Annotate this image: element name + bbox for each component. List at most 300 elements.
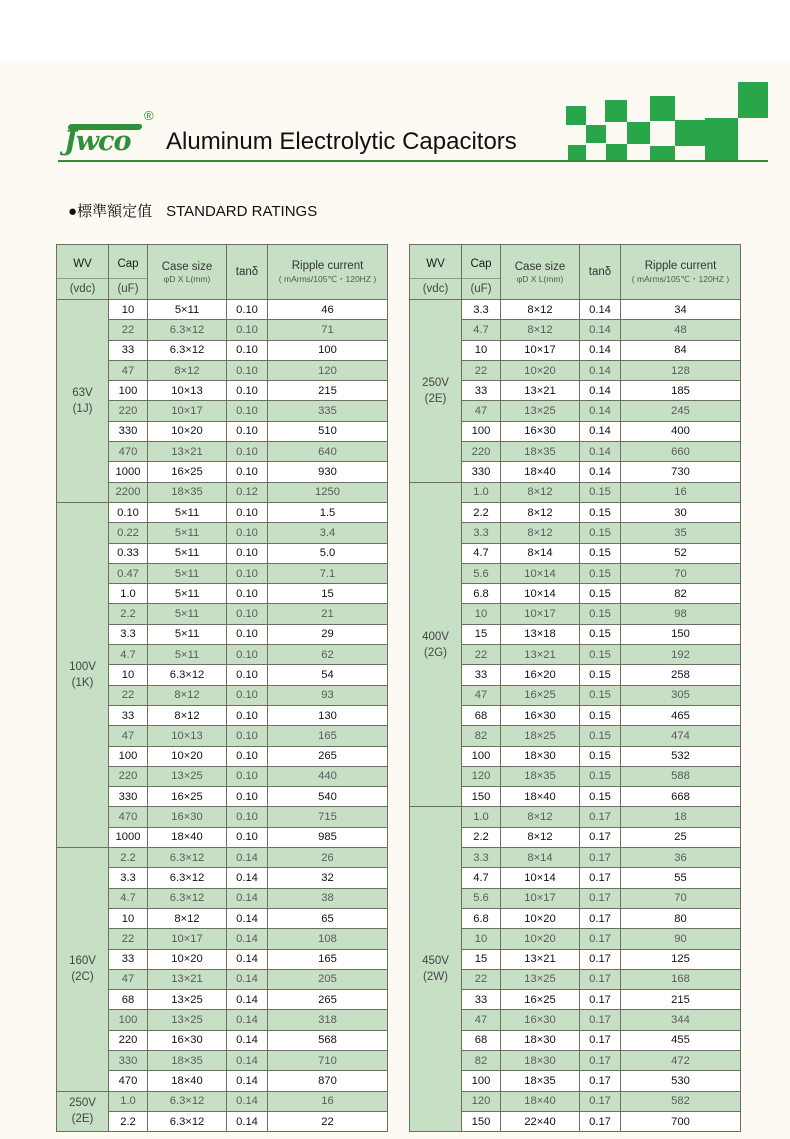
header-case-size: Case size φD X L(mm): [501, 245, 580, 300]
case-size-cell: 8×12: [501, 300, 580, 320]
ripple-cell: 125: [621, 949, 741, 969]
tan-cell: 0.17: [580, 868, 621, 888]
table-header-row: [57, 245, 388, 300]
tan-cell: 0.10: [227, 462, 268, 482]
case-size-cell: 13×25: [501, 969, 580, 989]
case-size-cell: 16×25: [501, 990, 580, 1010]
header-tan: tanδ: [227, 245, 268, 300]
tan-cell: 0.17: [580, 908, 621, 928]
tan-cell: 0.15: [580, 563, 621, 583]
ripple-cell: 7.1: [268, 563, 388, 583]
case-size-cell: 13×25: [148, 1010, 227, 1030]
cap-cell: 220: [109, 401, 148, 421]
ripple-cell: 640: [268, 442, 388, 462]
case-size-cell: 13×25: [501, 401, 580, 421]
tan-cell: 0.17: [580, 888, 621, 908]
cap-cell: 10: [109, 908, 148, 928]
ripple-cell: 15: [268, 584, 388, 604]
tan-cell: 0.17: [580, 807, 621, 827]
ripple-cell: 305: [621, 685, 741, 705]
cap-cell: 220: [109, 766, 148, 786]
voltage-group-cell: [410, 807, 462, 1132]
ripple-cell: 582: [621, 1091, 741, 1111]
cap-cell: 22: [462, 969, 501, 989]
cap-cell: 22: [462, 645, 501, 665]
cap-cell: 68: [109, 990, 148, 1010]
cap-cell: 82: [462, 1050, 501, 1070]
cap-cell: 0.10: [109, 502, 148, 522]
case-size-cell: 16×30: [501, 705, 580, 725]
case-size-cell: 5×11: [148, 523, 227, 543]
cap-cell: 47: [462, 685, 501, 705]
cap-cell: 82: [462, 726, 501, 746]
cap-cell: 330: [109, 421, 148, 441]
tan-cell: 0.10: [227, 401, 268, 421]
tan-cell: 0.14: [580, 421, 621, 441]
ripple-cell: 93: [268, 685, 388, 705]
decor-square: [675, 120, 705, 146]
ratings-table-right: [409, 244, 741, 1132]
ripple-cell: 48: [621, 320, 741, 340]
ripple-cell: 5.0: [268, 543, 388, 563]
ripple-cell: 985: [268, 827, 388, 847]
case-size-cell: 10×14: [501, 868, 580, 888]
ripple-cell: 510: [268, 421, 388, 441]
ripple-cell: 71: [268, 320, 388, 340]
case-size-cell: 10×17: [148, 401, 227, 421]
tan-cell: 0.14: [227, 1030, 268, 1050]
case-size-cell: 5×11: [148, 645, 227, 665]
case-size-cell: 16×30: [501, 1010, 580, 1030]
section-title-en: STANDARD RATINGS: [166, 203, 318, 220]
table-row: [410, 300, 741, 320]
ripple-cell: 130: [268, 705, 388, 725]
case-size-cell: 6.3×12: [148, 888, 227, 908]
voltage-label: 250V: [69, 1097, 96, 1110]
case-size-cell: 8×12: [501, 502, 580, 522]
cap-cell: 33: [109, 949, 148, 969]
tan-cell: 0.15: [580, 746, 621, 766]
cap-cell: 470: [109, 442, 148, 462]
tan-cell: 0.10: [227, 523, 268, 543]
ripple-cell: 21: [268, 604, 388, 624]
cap-cell: 0.33: [109, 543, 148, 563]
cap-cell: 2.2: [109, 1111, 148, 1131]
header-ripple: Ripple current ( mArms/105℃・120HZ ): [621, 245, 741, 300]
tan-cell: 0.14: [580, 360, 621, 380]
table-row: [57, 1091, 388, 1111]
case-size-cell: 10×17: [501, 604, 580, 624]
cap-cell: 47: [109, 726, 148, 746]
cap-cell: 100: [462, 746, 501, 766]
case-size-cell: 6.3×12: [148, 868, 227, 888]
cap-cell: 2.2: [462, 827, 501, 847]
ripple-cell: 335: [268, 401, 388, 421]
ripple-cell: 82: [621, 584, 741, 604]
case-size-cell: 10×20: [148, 746, 227, 766]
ripple-cell: 258: [621, 665, 741, 685]
header-wv: WV (vdc): [57, 245, 109, 300]
table-row: [57, 502, 388, 522]
cap-cell: 100: [109, 1010, 148, 1030]
tan-cell: 0.14: [580, 462, 621, 482]
case-size-cell: 16×20: [501, 665, 580, 685]
tan-cell: 0.10: [227, 685, 268, 705]
cap-cell: 3.3: [462, 300, 501, 320]
tan-cell: 0.10: [227, 381, 268, 401]
cap-cell: 120: [462, 766, 501, 786]
decor-square: [606, 144, 627, 160]
cap-cell: 22: [109, 685, 148, 705]
case-size-cell: 10×20: [501, 908, 580, 928]
tan-cell: 0.14: [227, 908, 268, 928]
cap-cell: 10: [462, 604, 501, 624]
case-size-cell: 16×25: [148, 462, 227, 482]
ripple-cell: 108: [268, 929, 388, 949]
voltage-code: (2G): [424, 646, 447, 659]
cap-cell: 330: [109, 1050, 148, 1070]
tan-cell: 0.10: [227, 360, 268, 380]
tan-cell: 0.10: [227, 563, 268, 583]
cap-cell: 3.3: [462, 523, 501, 543]
case-size-cell: 18×25: [501, 726, 580, 746]
tan-cell: 0.17: [580, 949, 621, 969]
decor-square: [566, 106, 586, 125]
ripple-cell: 472: [621, 1050, 741, 1070]
ripple-cell: 16: [621, 482, 741, 502]
case-size-cell: 8×12: [501, 827, 580, 847]
tan-cell: 0.14: [227, 969, 268, 989]
section-title: [68, 200, 317, 221]
cap-cell: 2.2: [109, 848, 148, 868]
cap-cell: 120: [462, 1091, 501, 1111]
case-size-cell: 13×21: [501, 645, 580, 665]
tan-cell: 0.15: [580, 685, 621, 705]
cap-cell: 100: [109, 746, 148, 766]
voltage-code: (2C): [71, 971, 94, 984]
case-size-cell: 10×13: [148, 726, 227, 746]
ripple-cell: 530: [621, 1071, 741, 1091]
jwco-logo: [60, 108, 170, 160]
case-size-cell: 6.3×12: [148, 1091, 227, 1111]
tan-cell: 0.17: [580, 1111, 621, 1131]
voltage-group-cell: [410, 300, 462, 483]
tan-cell: 0.10: [227, 624, 268, 644]
case-size-cell: 16×25: [501, 685, 580, 705]
tan-cell: 0.10: [227, 705, 268, 725]
cap-cell: 33: [462, 665, 501, 685]
cap-cell: 47: [462, 1010, 501, 1030]
header-case-size: Case size φD X L(mm): [148, 245, 227, 300]
ripple-cell: 16: [268, 1091, 388, 1111]
header-rule: [58, 160, 768, 162]
ripple-cell: 52: [621, 543, 741, 563]
case-size-cell: 16×30: [148, 1030, 227, 1050]
registered-mark: ®: [144, 108, 154, 123]
tan-cell: 0.14: [227, 868, 268, 888]
tan-cell: 0.10: [227, 442, 268, 462]
header-ripple: Ripple current ( mArms/105℃・120HZ ): [268, 245, 388, 300]
case-size-cell: 8×12: [148, 705, 227, 725]
ripple-cell: 930: [268, 462, 388, 482]
tan-cell: 0.17: [580, 929, 621, 949]
cap-cell: 33: [462, 990, 501, 1010]
cap-cell: 22: [462, 360, 501, 380]
cap-cell: 15: [462, 624, 501, 644]
case-size-cell: 13×21: [148, 969, 227, 989]
tan-cell: 0.15: [580, 665, 621, 685]
tan-cell: 0.17: [580, 990, 621, 1010]
case-size-cell: 18×35: [501, 1071, 580, 1091]
cap-cell: 150: [462, 787, 501, 807]
cap-cell: 220: [462, 442, 501, 462]
tan-cell: 0.14: [580, 381, 621, 401]
tan-cell: 0.12: [227, 482, 268, 502]
cap-cell: 330: [462, 462, 501, 482]
tan-cell: 0.14: [580, 320, 621, 340]
case-size-cell: 6.3×12: [148, 848, 227, 868]
case-size-cell: 10×20: [148, 949, 227, 969]
case-size-cell: 8×12: [501, 807, 580, 827]
tan-cell: 0.15: [580, 523, 621, 543]
cap-cell: 0.22: [109, 523, 148, 543]
voltage-group-cell: [410, 482, 462, 807]
header-tan: tanδ: [580, 245, 621, 300]
tan-cell: 0.10: [227, 320, 268, 340]
case-size-cell: 10×20: [501, 360, 580, 380]
ripple-cell: 165: [268, 726, 388, 746]
tan-cell: 0.15: [580, 604, 621, 624]
cap-cell: 68: [462, 705, 501, 725]
section-bullet: ●: [68, 203, 78, 220]
cap-cell: 470: [109, 807, 148, 827]
tan-cell: 0.14: [227, 929, 268, 949]
tan-cell: 0.17: [580, 1050, 621, 1070]
case-size-cell: 18×35: [148, 482, 227, 502]
ripple-cell: 120: [268, 360, 388, 380]
ripple-cell: 265: [268, 746, 388, 766]
ripple-cell: 80: [621, 908, 741, 928]
case-size-cell: 8×14: [501, 848, 580, 868]
case-size-cell: 18×30: [501, 1050, 580, 1070]
ripple-cell: 710: [268, 1050, 388, 1070]
case-size-cell: 13×21: [501, 381, 580, 401]
ripple-cell: 70: [621, 563, 741, 583]
ripple-cell: 318: [268, 1010, 388, 1030]
tan-cell: 0.10: [227, 807, 268, 827]
ripple-cell: 25: [621, 827, 741, 847]
tan-cell: 0.14: [227, 888, 268, 908]
case-size-cell: 6.3×12: [148, 320, 227, 340]
case-size-cell: 8×12: [501, 482, 580, 502]
case-size-cell: 8×12: [148, 908, 227, 928]
ripple-cell: 245: [621, 401, 741, 421]
cap-cell: 2.2: [109, 604, 148, 624]
cap-cell: 0.47: [109, 563, 148, 583]
case-size-cell: 10×13: [148, 381, 227, 401]
ripple-cell: 18: [621, 807, 741, 827]
case-size-cell: 10×17: [148, 929, 227, 949]
tan-cell: 0.14: [227, 1111, 268, 1131]
ripple-cell: 455: [621, 1030, 741, 1050]
header-wv: WV (vdc): [410, 245, 462, 300]
tan-cell: 0.10: [227, 584, 268, 604]
tan-cell: 0.14: [580, 300, 621, 320]
ripple-cell: 440: [268, 766, 388, 786]
table-row: [410, 807, 741, 827]
voltage-label: 100V: [69, 660, 96, 673]
cap-cell: 10: [109, 665, 148, 685]
cap-cell: 68: [462, 1030, 501, 1050]
cap-cell: 10: [462, 340, 501, 360]
tan-cell: 0.15: [580, 624, 621, 644]
decor-square: [705, 118, 738, 160]
case-size-cell: 5×11: [148, 543, 227, 563]
tan-cell: 0.10: [227, 787, 268, 807]
cap-cell: 1.0: [109, 1091, 148, 1111]
tan-cell: 0.17: [580, 1030, 621, 1050]
ripple-cell: 730: [621, 462, 741, 482]
page-title: Aluminum Electrolytic Capacitors: [166, 128, 517, 155]
case-size-cell: 5×11: [148, 584, 227, 604]
ripple-cell: 168: [621, 969, 741, 989]
case-size-cell: 13×25: [148, 766, 227, 786]
tan-cell: 0.17: [580, 827, 621, 847]
ripple-cell: 70: [621, 888, 741, 908]
case-size-cell: 10×17: [501, 340, 580, 360]
voltage-group-cell: [57, 1091, 109, 1132]
tan-cell: 0.10: [227, 746, 268, 766]
table-row: [410, 482, 741, 502]
tan-cell: 0.10: [227, 827, 268, 847]
tan-cell: 0.15: [580, 502, 621, 522]
decor-square: [568, 145, 586, 160]
cap-cell: 47: [462, 401, 501, 421]
cap-cell: 470: [109, 1071, 148, 1091]
voltage-code: (2W): [423, 971, 448, 984]
cap-cell: 2200: [109, 482, 148, 502]
tan-cell: 0.10: [227, 502, 268, 522]
decor-square: [605, 100, 627, 122]
tan-cell: 0.17: [580, 1010, 621, 1030]
case-size-cell: 16×25: [148, 787, 227, 807]
case-size-cell: 18×40: [148, 1071, 227, 1091]
decor-square: [627, 122, 650, 144]
tan-cell: 0.15: [580, 543, 621, 563]
ripple-cell: 35: [621, 523, 741, 543]
table-row: [57, 848, 388, 868]
ripple-cell: 668: [621, 787, 741, 807]
case-size-cell: 18×35: [501, 442, 580, 462]
ripple-cell: 54: [268, 665, 388, 685]
case-size-cell: 8×12: [148, 685, 227, 705]
ripple-cell: 128: [621, 360, 741, 380]
cap-cell: 22: [109, 320, 148, 340]
tan-cell: 0.15: [580, 766, 621, 786]
tan-cell: 0.17: [580, 969, 621, 989]
ripple-cell: 150: [621, 624, 741, 644]
logo-text: Jwco: [64, 126, 131, 157]
tan-cell: 0.10: [227, 665, 268, 685]
cap-cell: 4.7: [462, 868, 501, 888]
tan-cell: 0.14: [227, 1091, 268, 1111]
case-size-cell: 18×35: [501, 766, 580, 786]
ripple-cell: 34: [621, 300, 741, 320]
case-size-cell: 5×11: [148, 563, 227, 583]
cap-cell: 33: [109, 705, 148, 725]
voltage-code: (2E): [424, 392, 447, 405]
decor-square: [650, 96, 675, 121]
ripple-cell: 588: [621, 766, 741, 786]
cap-cell: 10: [109, 300, 148, 320]
ripple-cell: 660: [621, 442, 741, 462]
case-size-cell: 10×20: [148, 421, 227, 441]
tan-cell: 0.14: [227, 1071, 268, 1091]
ratings-table-left-body: [57, 300, 388, 1132]
ripple-cell: 540: [268, 787, 388, 807]
cap-cell: 22: [109, 929, 148, 949]
ripple-cell: 870: [268, 1071, 388, 1091]
ripple-cell: 84: [621, 340, 741, 360]
tan-cell: 0.17: [580, 1091, 621, 1111]
ripple-cell: 26: [268, 848, 388, 868]
cap-cell: 33: [109, 340, 148, 360]
case-size-cell: 18×40: [501, 787, 580, 807]
tan-cell: 0.15: [580, 787, 621, 807]
tan-cell: 0.17: [580, 848, 621, 868]
ripple-cell: 465: [621, 705, 741, 725]
case-size-cell: 18×40: [501, 462, 580, 482]
tan-cell: 0.15: [580, 645, 621, 665]
tan-cell: 0.14: [580, 340, 621, 360]
ripple-cell: 65: [268, 908, 388, 928]
cap-cell: 2.2: [462, 502, 501, 522]
tan-cell: 0.14: [227, 1010, 268, 1030]
case-size-cell: 6.3×12: [148, 1111, 227, 1131]
case-size-cell: 5×11: [148, 502, 227, 522]
case-size-cell: 10×14: [501, 563, 580, 583]
cap-cell: 33: [462, 381, 501, 401]
cap-cell: 10: [462, 929, 501, 949]
case-size-cell: 8×12: [501, 320, 580, 340]
cap-cell: 220: [109, 1030, 148, 1050]
cap-cell: 1.0: [462, 482, 501, 502]
ripple-cell: 265: [268, 990, 388, 1010]
tan-cell: 0.17: [580, 1071, 621, 1091]
ratings-table-right-body: [410, 300, 741, 1132]
cap-cell: 5.6: [462, 563, 501, 583]
case-size-cell: 8×14: [501, 543, 580, 563]
case-size-cell: 16×30: [501, 421, 580, 441]
case-size-cell: 5×11: [148, 604, 227, 624]
case-size-cell: 16×30: [148, 807, 227, 827]
cap-cell: 3.3: [462, 848, 501, 868]
cap-cell: 4.7: [109, 645, 148, 665]
tan-cell: 0.10: [227, 766, 268, 786]
tan-cell: 0.15: [580, 705, 621, 725]
case-size-cell: 13×21: [148, 442, 227, 462]
cap-cell: 330: [109, 787, 148, 807]
ripple-cell: 700: [621, 1111, 741, 1131]
cap-cell: 1000: [109, 462, 148, 482]
ripple-cell: 715: [268, 807, 388, 827]
ripple-cell: 36: [621, 848, 741, 868]
tan-cell: 0.14: [580, 442, 621, 462]
ripple-cell: 215: [621, 990, 741, 1010]
cap-cell: 15: [462, 949, 501, 969]
case-size-cell: 13×25: [148, 990, 227, 1010]
ripple-cell: 474: [621, 726, 741, 746]
